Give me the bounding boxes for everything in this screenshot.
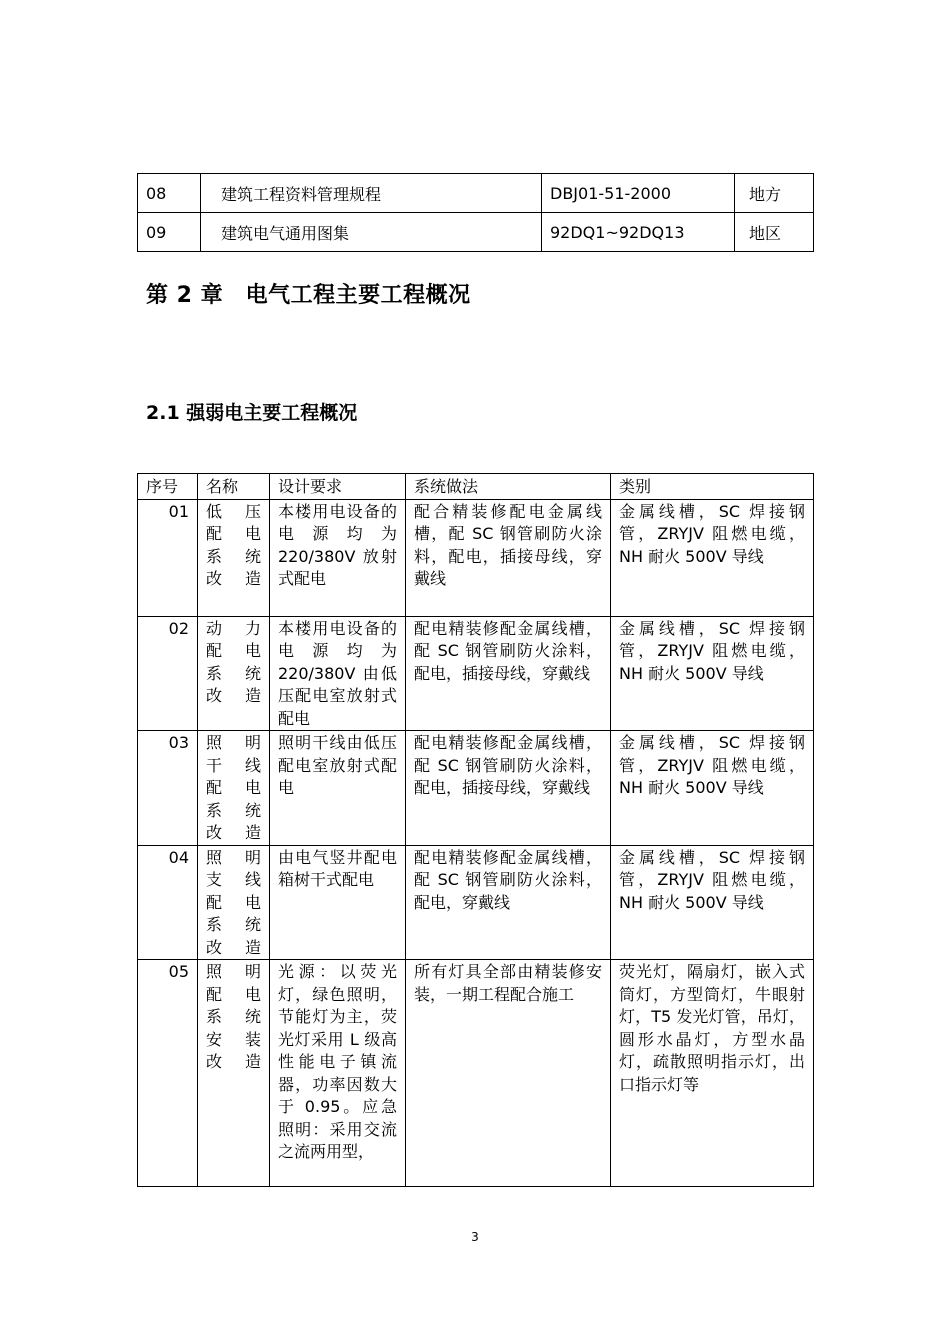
standard-name: 建筑工程资料管理规程	[201, 174, 542, 213]
table-row	[138, 174, 814, 213]
row-design: 由电气竖井配电箱树干式配电	[270, 845, 406, 960]
standard-number: 08	[138, 174, 201, 213]
header-type: 类别	[611, 474, 814, 500]
name-line: 系 统	[206, 546, 261, 566]
name-line: 系 统	[206, 800, 261, 820]
standard-name: 建筑电气通用图集	[201, 213, 542, 252]
name-line: 动 力	[206, 618, 261, 638]
header-no: 序号	[138, 474, 198, 500]
name-line: 系 统	[206, 915, 261, 934]
page-number: 3	[471, 1230, 479, 1244]
row-name	[198, 616, 270, 731]
name-line: 配 电	[206, 778, 261, 797]
name-line: 安 装	[206, 1029, 261, 1049]
name-line: 低 压	[206, 501, 261, 521]
name-line: 改造	[206, 823, 261, 842]
row-number: 05	[138, 960, 198, 1187]
table-header-row	[138, 474, 814, 500]
standard-scope: 地方	[735, 174, 814, 213]
table-row	[138, 960, 814, 1187]
header-design: 设计要求	[270, 474, 406, 500]
standard-scope: 地区	[735, 213, 814, 252]
name-line: 配 电	[206, 641, 261, 660]
row-method: 所有灯具全部由精装修安装，一期工程配合施工	[406, 960, 611, 1187]
table-row	[138, 731, 814, 846]
row-name	[198, 845, 270, 960]
row-name	[198, 731, 270, 846]
standard-number: 09	[138, 213, 201, 252]
name-line: 配 电	[206, 524, 261, 543]
row-method: 配电精装修配金属线槽，配 SC 钢管刷防火涂料，配电，插接母线，穿戴线	[406, 616, 611, 731]
overview-table	[137, 473, 814, 1187]
name-line: 配 电	[206, 984, 261, 1004]
row-number: 02	[138, 616, 198, 731]
standard-code: DBJ01-51-2000	[542, 174, 735, 213]
name-line: 改造	[206, 569, 261, 588]
name-line: 系 统	[206, 663, 261, 683]
standards-table	[137, 173, 814, 252]
row-method: 配合精装修配电金属线槽，配 SC 钢管刷防火涂料，配电，插接母线，穿戴线	[406, 499, 611, 616]
row-number: 01	[138, 499, 198, 616]
row-type: 金属线槽，SC 焊接钢管，ZRYJV 阻燃电缆，NH 耐火 500V 导线	[611, 845, 814, 960]
row-type: 荧光灯，隔扇灯，嵌入式筒灯，方型筒灯，牛眼射灯，T5 发光灯管，吊灯，圆形水晶灯，方型水晶灯，疏散照明指示灯，出口指示灯等	[611, 960, 814, 1187]
row-type: 金属线槽，SC 焊接钢管，ZRYJV 阻燃电缆，NH 耐火 500V 导线	[611, 499, 814, 616]
standard-code: 92DQ1~92DQ13	[542, 213, 735, 252]
row-design: 本楼用电设备的电源均为220/380V 放射式配电	[270, 499, 406, 616]
chapter-title: 第 2 章 电气工程主要工程概况	[146, 283, 471, 308]
header-method: 系统做法	[406, 474, 611, 500]
row-name	[198, 960, 270, 1187]
table-row	[138, 213, 814, 252]
row-type: 金属线槽，SC 焊接钢管，ZRYJV 阻燃电缆，NH 耐火 500V 导线	[611, 731, 814, 846]
name-line: 支 线	[206, 870, 261, 889]
table-row	[138, 845, 814, 960]
name-line: 改造	[206, 686, 261, 705]
row-design: 照明干线由低压配电室放射式配电	[270, 731, 406, 846]
row-name	[198, 499, 270, 616]
row-design: 光源：以荧光灯，绿色照明，节能灯为主，荧光灯采用 L 级高性能电子镇流器，功率因数大于 0.95。应急照明：采用交流之流两用型，	[270, 960, 406, 1187]
row-number: 04	[138, 845, 198, 960]
name-line: 照 明	[206, 733, 261, 752]
row-method: 配电精装修配金属线槽，配 SC 钢管刷防火涂料，配电，穿戴线	[406, 845, 611, 960]
name-line: 配 电	[206, 892, 261, 912]
name-line: 改造	[206, 937, 261, 957]
row-number: 03	[138, 731, 198, 846]
header-name: 名称	[198, 474, 270, 500]
name-line: 照 明	[206, 962, 261, 981]
row-type: 金属线槽，SC 焊接钢管，ZRYJV 阻燃电缆，NH 耐火 500V 导线	[611, 616, 814, 731]
table-row	[138, 499, 814, 616]
row-method: 配电精装修配金属线槽，配 SC 钢管刷防火涂料，配电，插接母线，穿戴线	[406, 731, 611, 846]
name-line: 系 统	[206, 1007, 261, 1026]
name-line: 改造	[206, 1052, 261, 1071]
name-line: 照 明	[206, 847, 261, 867]
table-row	[138, 616, 814, 731]
section-title: 2.1 强弱电主要工程概况	[146, 402, 358, 424]
name-line: 干 线	[206, 755, 261, 775]
row-design: 本楼用电设备的电源均为220/380V 由低压配电室放射式配电	[270, 616, 406, 731]
